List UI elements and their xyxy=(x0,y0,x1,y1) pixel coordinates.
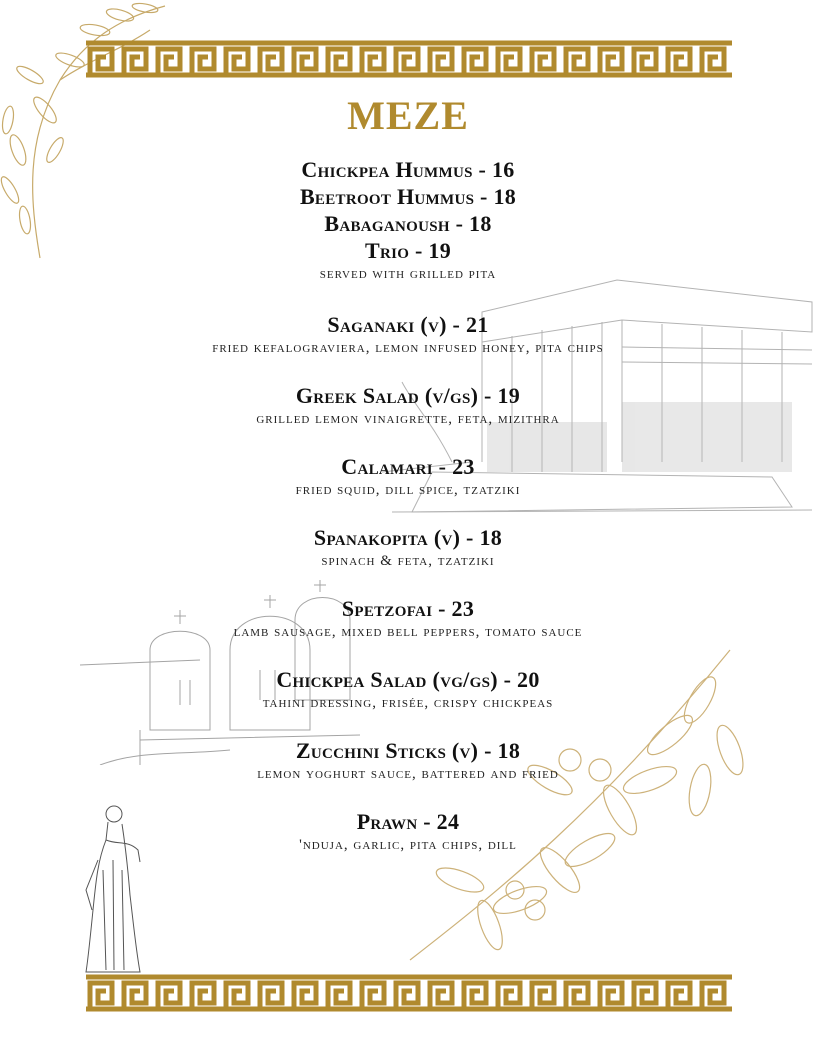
menu-item-description: spinach & feta, tzatziki xyxy=(321,553,495,569)
menu-item xyxy=(0,808,816,855)
menu-item-name: Greek Salad (v/gs) - 19 xyxy=(295,383,521,408)
menu-item-name: Chickpea Hummus - 16 xyxy=(301,157,515,182)
menu-item-name: Trio - 19 xyxy=(364,238,452,263)
menu-item-description: served with grilled pita xyxy=(319,266,497,282)
menu-item xyxy=(0,595,816,642)
menu-item xyxy=(0,311,816,358)
menu-item-description: 'nduja, garlic, pita chips, dill xyxy=(299,837,517,853)
menu-item-name: Calamari - 23 xyxy=(341,454,475,479)
menu-item-name: Spetzofai - 23 xyxy=(341,596,475,621)
menu-item-name: Prawn - 24 xyxy=(356,809,460,834)
menu-item-name: Zucchini Sticks (v) - 18 xyxy=(295,738,521,763)
menu-item-description: tahini dressing, frisée, crispy chickpeas xyxy=(262,695,554,711)
menu-item xyxy=(0,666,816,713)
menu-list xyxy=(0,156,816,855)
hummus-group xyxy=(0,156,816,284)
menu-item-name: Saganaki (v) - 21 xyxy=(327,312,489,337)
menu-item xyxy=(0,453,816,500)
menu-item-name: Beetroot Hummus - 18 xyxy=(299,184,517,209)
menu-item-description: grilled lemon vinaigrette, feta, mizithra xyxy=(256,411,560,427)
greek-key-border-bottom xyxy=(86,973,732,1013)
menu-item xyxy=(0,382,816,429)
menu-item-description: fried kefalograviera, lemon infused honey, pita chips xyxy=(212,340,604,356)
menu-item xyxy=(0,737,816,784)
menu-item-description: lemon yoghurt sauce, battered and fried xyxy=(257,766,559,782)
menu-item-description: lamb sausage, mixed bell peppers, tomato sauce xyxy=(233,624,583,640)
menu-item xyxy=(0,524,816,571)
menu-title: MEZE xyxy=(347,93,469,138)
menu-item-name: Babaganoush - 18 xyxy=(324,211,492,236)
greek-key-border-top xyxy=(86,39,732,79)
menu-item-name: Chickpea Salad (vg/gs) - 20 xyxy=(276,667,540,692)
menu-item-description: fried squid, dill spice, tzatziki xyxy=(295,482,521,498)
menu-item-name: Spanakopita (v) - 18 xyxy=(313,525,503,550)
